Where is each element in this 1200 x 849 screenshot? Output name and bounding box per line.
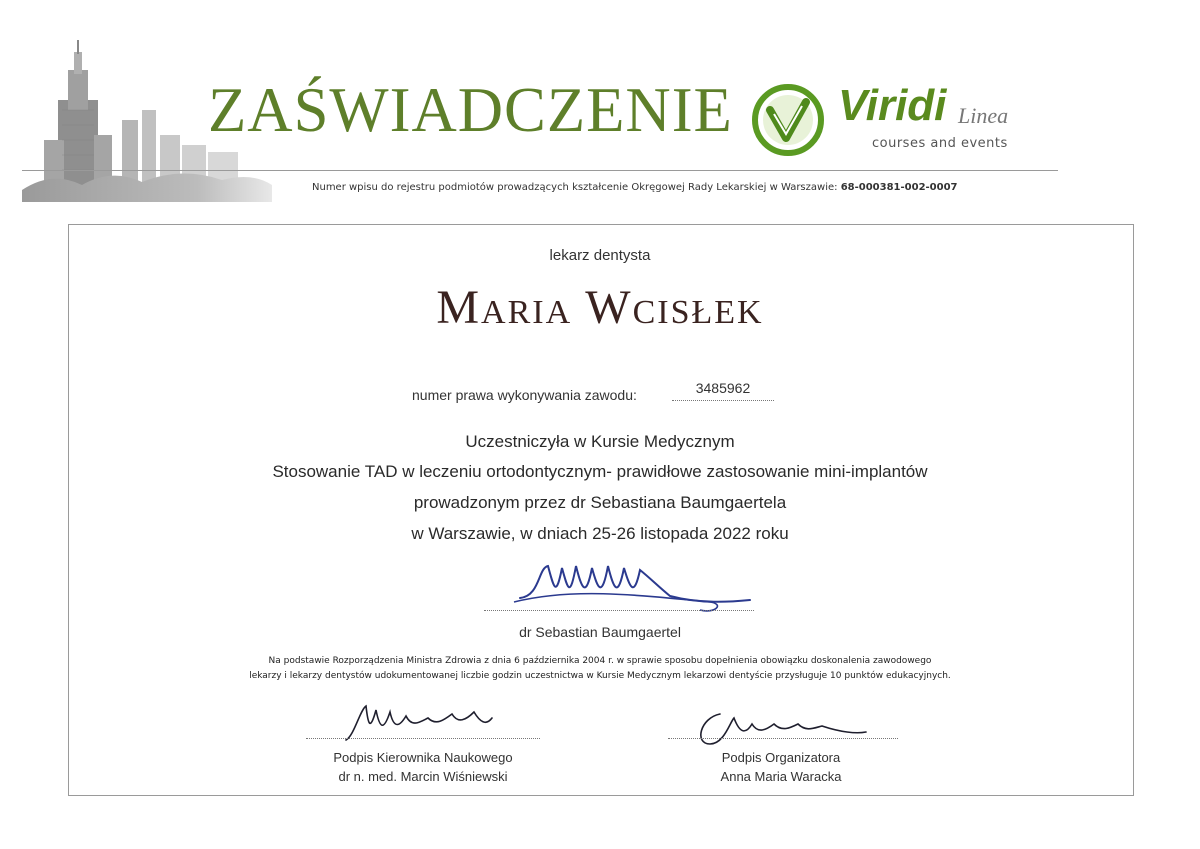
organizer-caption bbox=[651, 748, 911, 786]
logo-name: Viridi bbox=[838, 81, 947, 130]
recipient-name: Maria Wcisłek bbox=[436, 281, 764, 334]
organizer-signature-icon bbox=[690, 704, 870, 752]
organizer-name: Anna Maria Waracka bbox=[720, 769, 842, 784]
scientific-head-title: Podpis Kierownika Naukowego bbox=[333, 750, 513, 765]
organizer-signature-line bbox=[668, 738, 898, 739]
registry-number: 68-000381-002-0007 bbox=[840, 182, 958, 193]
logo-script-text: Linea bbox=[958, 103, 1009, 128]
legal-notice-line: Na podstawie Rozporządzenia Ministra Zdrowia z dnia 6 października 2004 r. w sprawie sposobu dopełnienia obowiązku doskonalenia zawodowego bbox=[268, 656, 932, 666]
scientific-head-name: dr n. med. Marcin Wiśniewski bbox=[338, 769, 508, 784]
license-number: 3485962 bbox=[672, 380, 774, 401]
lecturer-signature-line bbox=[484, 610, 754, 611]
legal-notice bbox=[0, 654, 1200, 684]
scientific-head-caption bbox=[293, 748, 553, 786]
lecturer-name: dr Sebastian Baumgaertel bbox=[519, 624, 681, 640]
logo-tagline: courses and events bbox=[872, 136, 1008, 151]
course-participation-line: Uczestniczyła w Kursie Medycznym bbox=[465, 432, 735, 451]
registry-info bbox=[312, 182, 958, 193]
scientific-head-signature-icon bbox=[340, 700, 510, 748]
registry-label: Numer wpisu do rejestru podmiotów prowadzących kształcenie Okręgowej Rady Lekarskiej w Warszawie: bbox=[312, 182, 841, 193]
course-date-line: w Warszawie, w dniach 25-26 listopada 2022 roku bbox=[411, 524, 789, 543]
legal-notice-line: lekarzy i lekarzy dentystów udokumentowanej liczbie godzin uczestnictwa w Kursie Medycznym lekarzowi dentyście przysługuje 10 punktów edukacyjnych. bbox=[249, 671, 951, 681]
license-label: numer prawa wykonywania zawodu: bbox=[412, 387, 637, 403]
viridi-logo-icon bbox=[752, 84, 824, 156]
header-divider bbox=[22, 170, 1058, 171]
scientific-head-signature-line bbox=[306, 738, 540, 739]
certificate-title: ZAŚWIADCZENIE bbox=[208, 74, 733, 145]
organizer-title: Podpis Organizatora bbox=[721, 750, 841, 765]
course-lecturer-line: prowadzonym przez dr Sebastiana Baumgaertela bbox=[413, 493, 787, 512]
course-title: Stosowanie TAD w leczeniu ortodontycznym- prawidłowe zastosowanie mini-implantów bbox=[272, 462, 928, 481]
recipient-profession: lekarz dentysta bbox=[549, 247, 651, 264]
